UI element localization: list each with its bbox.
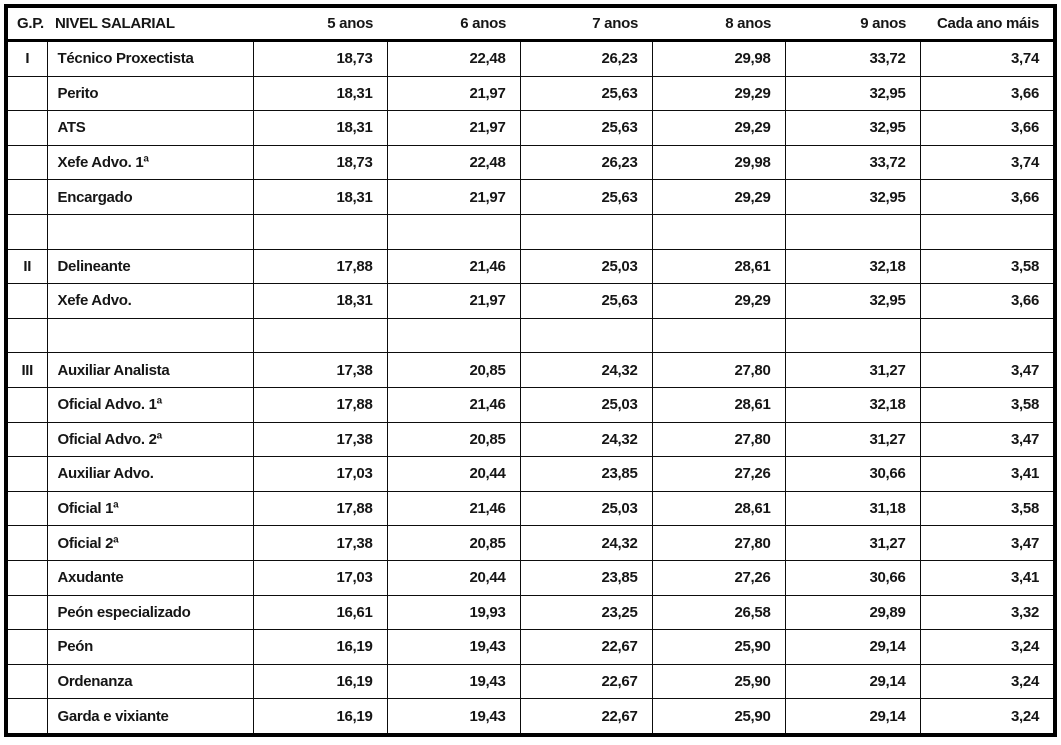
cell-extra: 3,47 [920,353,1055,388]
cell-y9: 29,14 [785,664,920,699]
cell-y8: 27,80 [652,353,785,388]
cell-y9 [785,318,920,353]
table-row [6,595,1055,630]
cell-y6: 22,48 [387,41,520,77]
cell-y7: 25,63 [520,76,652,111]
cell-y7: 23,25 [520,595,652,630]
cell-y7: 25,03 [520,249,652,284]
cell-nivel: Oficial Advo. 1ª [47,387,253,422]
cell-gp [6,526,47,561]
table-row [6,180,1055,215]
cell-y9: 33,72 [785,145,920,180]
cell-y6 [387,318,520,353]
table-row [6,699,1055,735]
cell-y5: 16,19 [253,699,387,735]
cell-y7: 26,23 [520,145,652,180]
cell-nivel: Auxiliar Advo. [47,457,253,492]
cell-extra [920,318,1055,353]
cell-y8 [652,318,785,353]
cell-gp [6,76,47,111]
cell-y8: 28,61 [652,387,785,422]
cell-y5: 18,31 [253,111,387,146]
cell-y6 [387,214,520,249]
table-row [6,664,1055,699]
cell-y7: 25,03 [520,491,652,526]
cell-y9: 31,18 [785,491,920,526]
cell-gp [6,284,47,319]
cell-y6: 19,43 [387,630,520,665]
cell-y6: 21,46 [387,387,520,422]
cell-y5: 18,73 [253,145,387,180]
cell-y6: 21,97 [387,76,520,111]
column-header-gp: G.P. [6,6,47,41]
cell-y9: 33,72 [785,41,920,77]
cell-nivel: Xefe Advo. [47,284,253,319]
table-row [6,457,1055,492]
cell-y6: 21,97 [387,284,520,319]
cell-y8: 27,80 [652,422,785,457]
cell-extra: 3,41 [920,560,1055,595]
cell-gp: III [6,353,47,388]
cell-y6: 20,44 [387,457,520,492]
cell-gp [6,491,47,526]
cell-y5: 17,38 [253,353,387,388]
cell-y7: 23,85 [520,457,652,492]
cell-y9: 29,89 [785,595,920,630]
cell-y7: 24,32 [520,526,652,561]
cell-gp [6,180,47,215]
cell-extra: 3,24 [920,664,1055,699]
cell-y6: 21,46 [387,491,520,526]
cell-y8: 26,58 [652,595,785,630]
cell-gp [6,664,47,699]
cell-y8: 28,61 [652,491,785,526]
cell-y5: 17,38 [253,422,387,457]
cell-y6: 19,93 [387,595,520,630]
cell-y8: 25,90 [652,630,785,665]
cell-y9: 29,14 [785,699,920,735]
cell-y8: 27,26 [652,560,785,595]
cell-extra: 3,58 [920,249,1055,284]
cell-y9: 32,95 [785,284,920,319]
cell-extra: 3,66 [920,180,1055,215]
cell-y9: 32,18 [785,249,920,284]
cell-y8: 29,29 [652,111,785,146]
cell-nivel: Ordenanza [47,664,253,699]
table-row [6,560,1055,595]
cell-y9: 32,95 [785,111,920,146]
cell-y7: 25,63 [520,284,652,319]
cell-gp [6,387,47,422]
cell-nivel: Peón especializado [47,595,253,630]
cell-y8: 25,90 [652,664,785,699]
cell-gp [6,630,47,665]
table-row-empty [6,214,1055,249]
cell-extra [920,214,1055,249]
cell-y6: 19,43 [387,699,520,735]
table-row [6,422,1055,457]
cell-y8: 29,29 [652,180,785,215]
cell-y6: 20,85 [387,422,520,457]
table-row [6,353,1055,388]
cell-y7 [520,214,652,249]
column-header-5-anos: 5 anos [253,6,387,41]
cell-y8: 28,61 [652,249,785,284]
cell-y9 [785,214,920,249]
table-row [6,111,1055,146]
column-header-7-anos: 7 anos [520,6,652,41]
cell-y9: 29,14 [785,630,920,665]
cell-y6: 20,44 [387,560,520,595]
table-row [6,284,1055,319]
cell-extra: 3,47 [920,526,1055,561]
cell-y5: 18,31 [253,180,387,215]
cell-y8: 29,98 [652,145,785,180]
cell-nivel: ATS [47,111,253,146]
cell-y8: 27,80 [652,526,785,561]
cell-y7: 24,32 [520,353,652,388]
cell-extra: 3,41 [920,457,1055,492]
cell-nivel: Auxiliar Analista [47,353,253,388]
cell-gp [6,457,47,492]
cell-extra: 3,74 [920,145,1055,180]
cell-nivel: Garda e vixiante [47,699,253,735]
cell-y8: 29,98 [652,41,785,77]
cell-y6: 22,48 [387,145,520,180]
cell-y5: 17,38 [253,526,387,561]
cell-y6: 20,85 [387,526,520,561]
cell-nivel: Oficial 2ª [47,526,253,561]
cell-gp [6,699,47,735]
cell-y8: 27,26 [652,457,785,492]
table-row [6,630,1055,665]
cell-nivel [47,214,253,249]
cell-extra: 3,32 [920,595,1055,630]
cell-y7: 22,67 [520,664,652,699]
cell-extra: 3,47 [920,422,1055,457]
cell-y9: 31,27 [785,526,920,561]
cell-y5: 16,19 [253,664,387,699]
table-row [6,526,1055,561]
cell-y8: 29,29 [652,76,785,111]
cell-gp: II [6,249,47,284]
cell-y7: 24,32 [520,422,652,457]
cell-y6: 21,46 [387,249,520,284]
cell-y9: 32,18 [785,387,920,422]
cell-extra: 3,58 [920,387,1055,422]
cell-y6: 21,97 [387,180,520,215]
cell-gp [6,214,47,249]
cell-gp [6,111,47,146]
cell-extra: 3,66 [920,111,1055,146]
cell-y8 [652,214,785,249]
column-header-9-anos: 9 anos [785,6,920,41]
cell-y7: 25,03 [520,387,652,422]
cell-y7: 22,67 [520,699,652,735]
table-row [6,387,1055,422]
cell-y5: 16,19 [253,630,387,665]
cell-y6: 19,43 [387,664,520,699]
table-row [6,145,1055,180]
cell-y5: 17,03 [253,457,387,492]
cell-extra: 3,24 [920,699,1055,735]
column-header-nivel-salarial: NIVEL SALARIAL [47,6,253,41]
cell-extra: 3,74 [920,41,1055,77]
cell-extra: 3,24 [920,630,1055,665]
cell-nivel: Xefe Advo. 1ª [47,145,253,180]
cell-extra: 3,58 [920,491,1055,526]
cell-gp [6,318,47,353]
cell-y5: 18,31 [253,76,387,111]
cell-nivel: Peón [47,630,253,665]
cell-extra: 3,66 [920,76,1055,111]
cell-y7: 23,85 [520,560,652,595]
cell-nivel: Encargado [47,180,253,215]
cell-y7: 25,63 [520,180,652,215]
cell-nivel: Axudante [47,560,253,595]
cell-y7: 25,63 [520,111,652,146]
header-row [6,6,1055,41]
cell-y5: 18,31 [253,284,387,319]
column-header-8-anos: 8 anos [652,6,785,41]
cell-y5: 17,88 [253,387,387,422]
table-row [6,76,1055,111]
cell-y9: 30,66 [785,457,920,492]
salary-table [4,4,1057,737]
cell-y6: 20,85 [387,353,520,388]
cell-gp [6,595,47,630]
cell-y5 [253,214,387,249]
cell-gp [6,145,47,180]
cell-y9: 30,66 [785,560,920,595]
table-body [6,41,1055,735]
cell-gp: I [6,41,47,77]
cell-y7: 26,23 [520,41,652,77]
cell-y6: 21,97 [387,111,520,146]
cell-y9: 32,95 [785,180,920,215]
cell-gp [6,560,47,595]
cell-y5: 16,61 [253,595,387,630]
cell-nivel [47,318,253,353]
cell-y5: 17,03 [253,560,387,595]
cell-y5: 17,88 [253,249,387,284]
table-row [6,491,1055,526]
cell-nivel: Oficial Advo. 2ª [47,422,253,457]
cell-y9: 31,27 [785,422,920,457]
cell-y5: 18,73 [253,41,387,77]
column-header-cada-ano-mais: Cada ano máis [920,6,1055,41]
cell-y9: 32,95 [785,76,920,111]
column-header-6-anos: 6 anos [387,6,520,41]
cell-nivel: Oficial 1ª [47,491,253,526]
cell-nivel: Técnico Proxectista [47,41,253,77]
cell-y7: 22,67 [520,630,652,665]
cell-y7 [520,318,652,353]
cell-y9: 31,27 [785,353,920,388]
table-row-empty [6,318,1055,353]
cell-y5: 17,88 [253,491,387,526]
cell-y8: 25,90 [652,699,785,735]
cell-nivel: Perito [47,76,253,111]
cell-extra: 3,66 [920,284,1055,319]
table-row [6,41,1055,77]
cell-y5 [253,318,387,353]
table-row [6,249,1055,284]
cell-nivel: Delineante [47,249,253,284]
cell-gp [6,422,47,457]
cell-y8: 29,29 [652,284,785,319]
